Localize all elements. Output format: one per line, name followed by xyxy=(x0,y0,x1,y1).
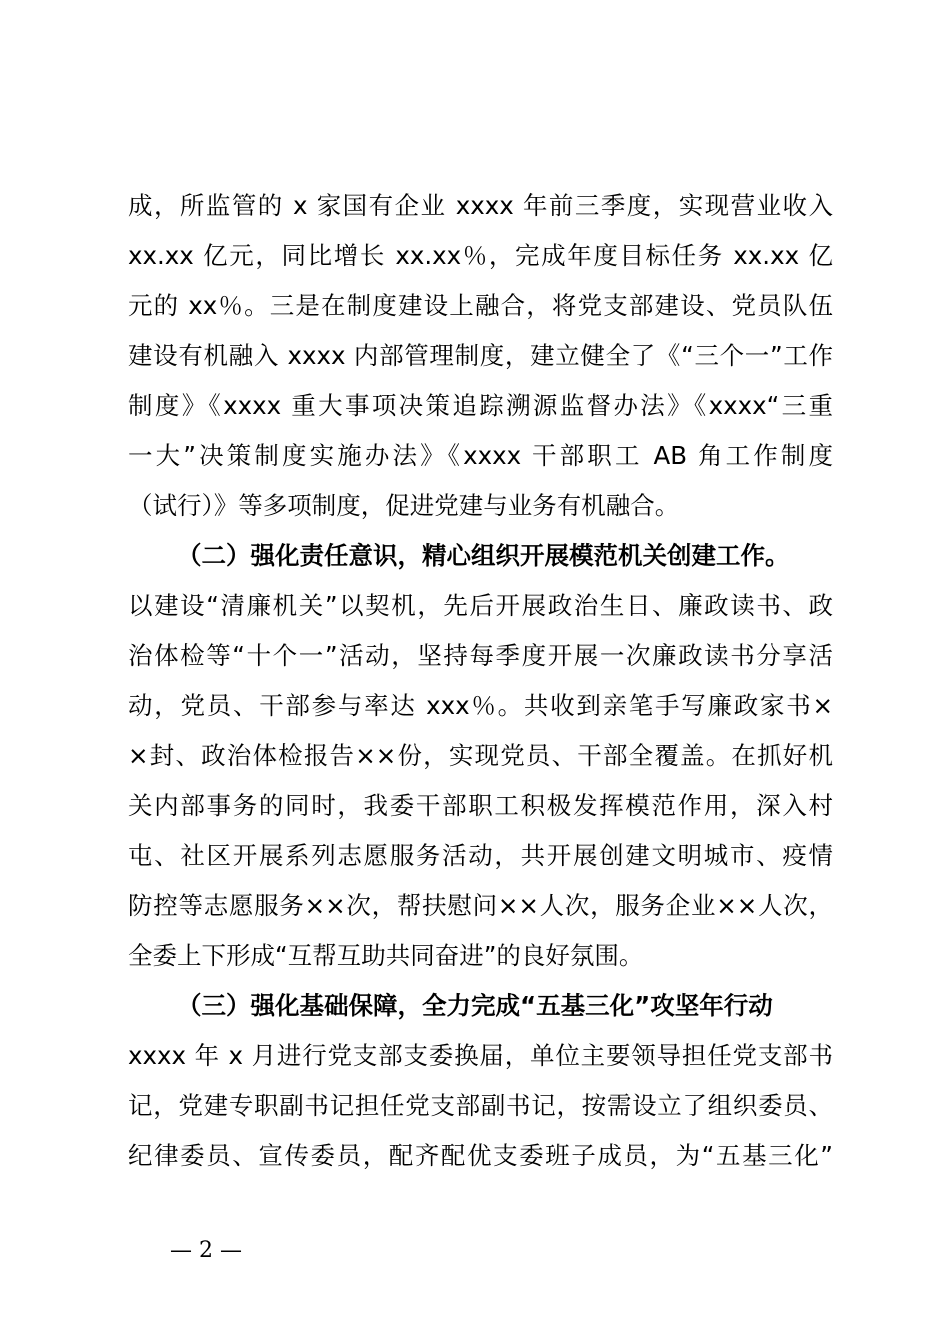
text-line: 动，党员、干部参与率达 xxx％。共收到亲笔手写廉政家书× xyxy=(128,691,833,720)
text-line: （试行）》等多项制度，促进党建与业务有机融合。 xyxy=(128,491,680,520)
page-number: — 2 — xyxy=(170,1238,242,1263)
section-heading-2: （二）强化责任意识，精心组织开展模范机关创建工作。 xyxy=(177,541,790,570)
text-line: ×封、政治体检报告××份，实现党员、干部全覆盖。在抓好机 xyxy=(128,741,833,770)
body-text xyxy=(128,181,833,1181)
text-line: 记，党建专职副书记担任党支部副书记，按需设立了组织委员、 xyxy=(128,1091,833,1120)
text-line: 成，所监管的 x 家国有企业 xxxx 年前三季度，实现营业收入 xyxy=(128,191,833,220)
text-line: 防控等志愿服务××次，帮扶慰问××人次，服务企业××人次， xyxy=(128,891,833,920)
text-line: 制度》《xxxx 重大事项决策追踪溯源监督办法》《xxxx“三重 xyxy=(128,391,833,420)
text-line: 以建设“清廉机关”以契机，先后开展政治生日、廉政读书、政 xyxy=(128,591,833,620)
text-line: 元的 xx％。三是在制度建设上融合，将党支部建设、党员队伍 xyxy=(128,291,833,320)
text-line: 一大”决策制度实施办法》《xxxx 干部职工 AB 角工作制度 xyxy=(128,441,833,470)
text-line: 治体检等“十个一”活动，坚持每季度开展一次廉政读书分享活 xyxy=(128,641,833,670)
text-line: 全委上下形成“互帮互助共同奋进”的良好氛围。 xyxy=(128,941,644,970)
text-line: xx.xx 亿元，同比增长 xx.xx％，完成年度目标任务 xx.xx 亿 xyxy=(128,241,833,270)
text-line: 屯、社区开展系列志愿服务活动，共开展创建文明城市、疫情 xyxy=(128,841,833,870)
text-line: 建设有机融入 xxxx 内部管理制度，建立健全了《“三个一”工作 xyxy=(128,341,833,370)
text-line: xxxx 年 x 月进行党支部支委换届，单位主要领导担任党支部书 xyxy=(128,1041,833,1070)
text-line: 关内部事务的同时，我委干部职工积极发挥模范作用，深入村 xyxy=(128,791,833,820)
text-line: 纪律委员、宣传委员，配齐配优支委班子成员，为“五基三化” xyxy=(128,1141,833,1170)
section-heading-3: （三）强化基础保障，全力完成“五基三化”攻坚年行动 xyxy=(177,991,773,1020)
